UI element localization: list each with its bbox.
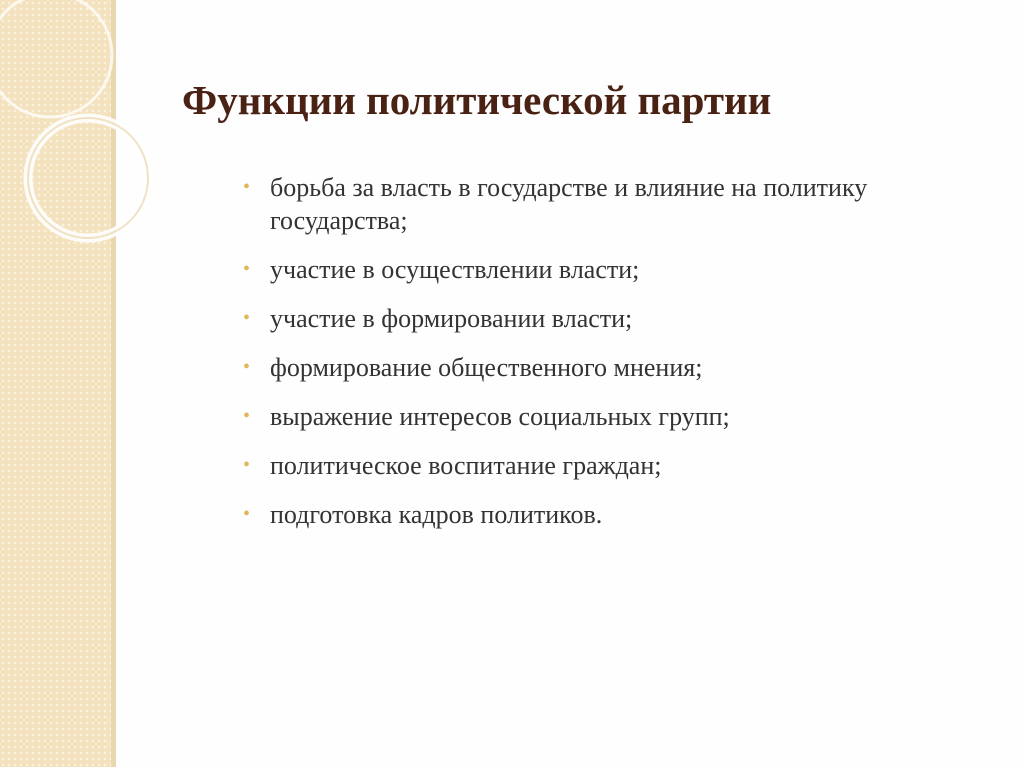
bullet-icon: • bbox=[243, 405, 251, 427]
list-item bbox=[240, 449, 940, 482]
bullet-icon: • bbox=[243, 258, 251, 280]
bullet-list bbox=[240, 171, 940, 547]
bullet-icon: • bbox=[243, 503, 251, 525]
bullet-icon: • bbox=[243, 454, 251, 476]
list-item-text: политическое воспитание граждан; bbox=[270, 451, 662, 480]
list-item-text: участие в осуществлении власти; bbox=[270, 255, 640, 284]
list-item bbox=[240, 400, 940, 433]
list-item bbox=[240, 171, 940, 237]
list-item-text: борьба за власть в государстве и влияние на политику государства; bbox=[270, 173, 868, 235]
decorative-circles-icon bbox=[0, 0, 200, 300]
list-item bbox=[240, 351, 940, 384]
list-item-text: выражение интересов социальных групп; bbox=[270, 402, 730, 431]
slide-title: Функции политической партии bbox=[182, 77, 772, 123]
bullet-icon: • bbox=[243, 356, 251, 378]
list-item bbox=[240, 498, 940, 531]
list-item-text: подготовка кадров политиков. bbox=[270, 500, 603, 529]
bullet-icon: • bbox=[243, 307, 251, 329]
list-item-text: участие в формировании власти; bbox=[270, 304, 633, 333]
list-item bbox=[240, 253, 940, 286]
bullet-icon: • bbox=[243, 176, 251, 198]
list-item-text: формирование общественного мнения; bbox=[270, 353, 703, 382]
list-item bbox=[240, 302, 940, 335]
